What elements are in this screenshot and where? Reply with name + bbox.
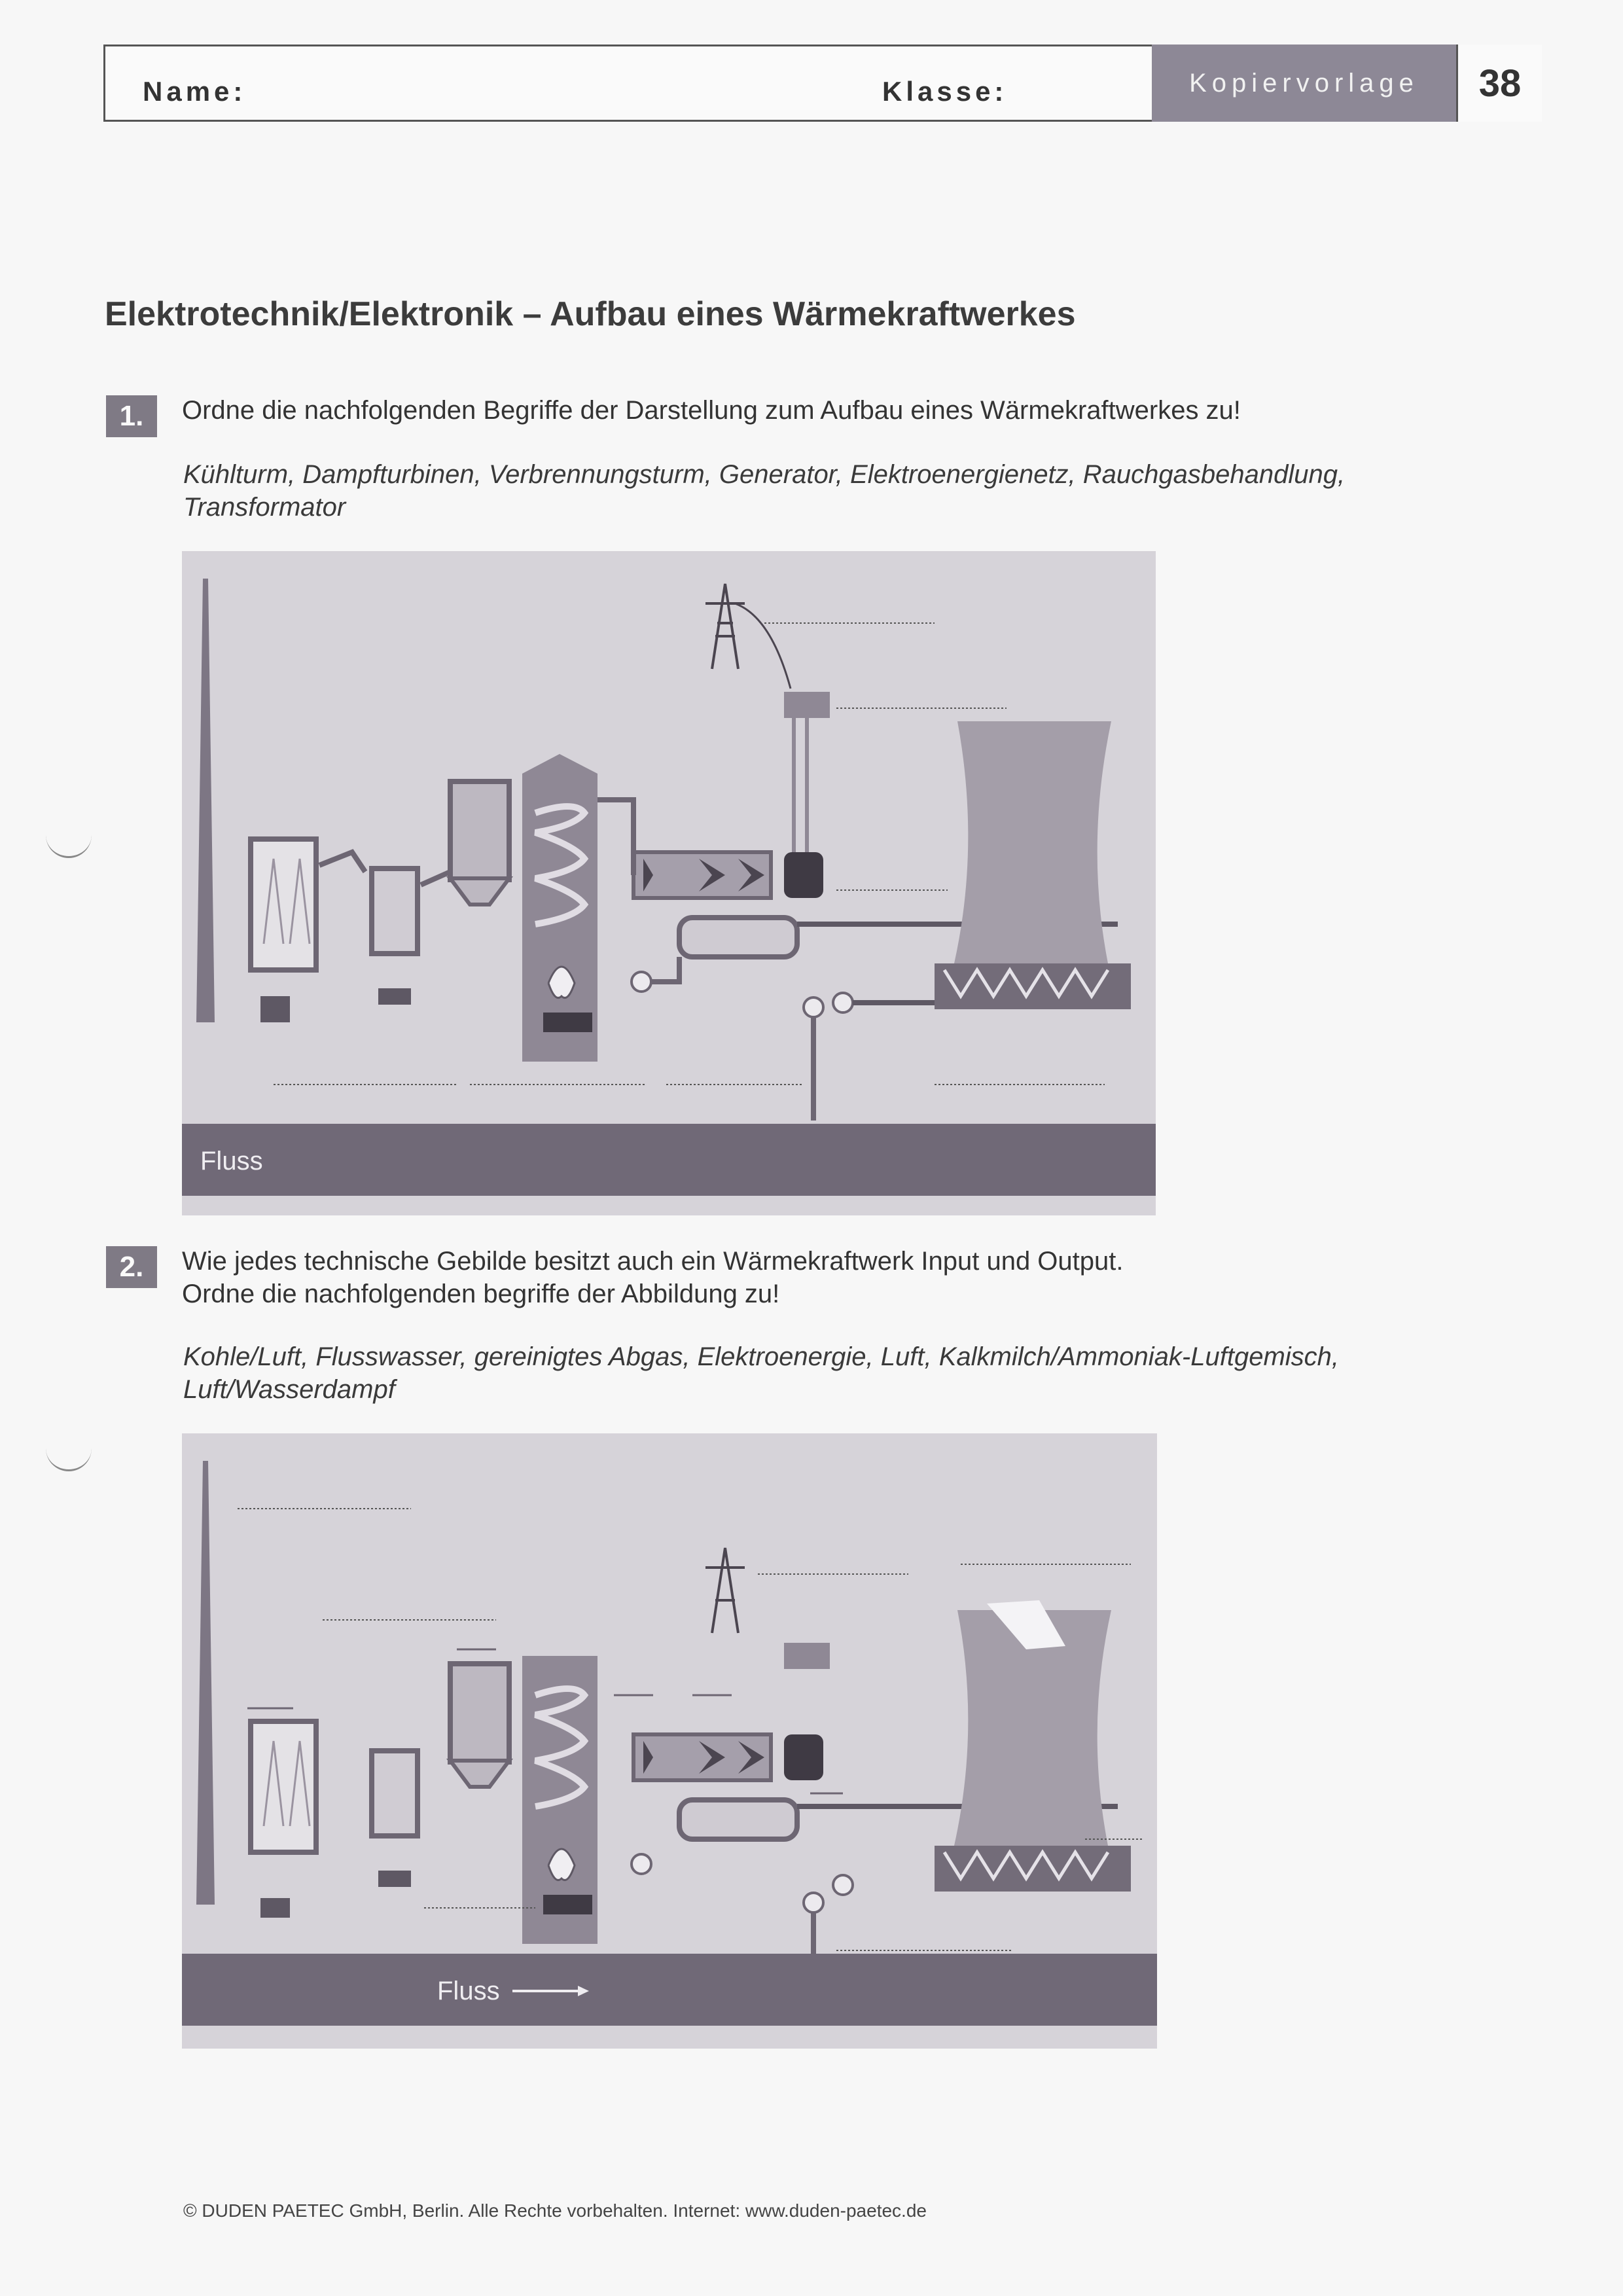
- pump-icon: [833, 993, 853, 1013]
- copyright-footer: © DUDEN PAETEC GmbH, Berlin. Alle Rechte vorbehalten. Internet: www.duden-paetec.de: [183, 2200, 927, 2221]
- pump-icon: [804, 1893, 823, 1912]
- punch-hole-top: [46, 830, 92, 858]
- task1-number: 1.: [106, 395, 157, 437]
- filter-unit: [450, 781, 509, 880]
- generator: [784, 1734, 823, 1780]
- task1-terms-line2: Transformator: [183, 493, 346, 522]
- pump-icon: [804, 997, 823, 1017]
- task1-instruction: Ordne die nachfolgenden Begriffe der Darstellung zum Aufbau eines Wärmekraftwerkes zu!: [182, 396, 1241, 425]
- river-label: Fluss: [437, 1977, 500, 2005]
- transformer: [784, 692, 830, 718]
- river-band: [182, 1124, 1156, 1196]
- cooling-tower: [954, 721, 1111, 963]
- river-band: [182, 1954, 1157, 2026]
- condenser: [679, 918, 797, 957]
- task2-instruction-line2: Ordne die nachfolgenden begriffe der Abbildung zu!: [182, 1280, 780, 1308]
- flue-gas-unit-2: [372, 869, 418, 954]
- task2-terms-line1: Kohle/Luft, Flusswasser, gereinigtes Abgas, Elektroenergie, Luft, Kalkmilch/Ammoniak-Luftgemisch,: [183, 1342, 1340, 1371]
- filter-unit: [450, 1664, 509, 1762]
- river-label: Fluss: [200, 1147, 263, 1175]
- condenser: [679, 1800, 797, 1839]
- pump-icon: [632, 1854, 651, 1874]
- flue-gas-unit-1: [251, 839, 316, 970]
- task2-instruction-line1: Wie jedes technische Gebilde besitzt auch ein Wärmekraftwerk Input und Output.: [182, 1247, 1124, 1276]
- steam-turbines: [633, 852, 771, 898]
- power-plant-diagram-2: [182, 1433, 1157, 2049]
- class-label: Klasse:: [882, 76, 1008, 107]
- task2-number: 2.: [106, 1246, 157, 1288]
- steam-turbines: [633, 1734, 771, 1780]
- flue-gas-unit-2: [372, 1751, 418, 1836]
- punch-hole-bottom: [46, 1443, 92, 1471]
- flue-gas-unit-1: [251, 1721, 316, 1852]
- transformer: [784, 1643, 830, 1669]
- page-title: Elektrotechnik/Elektronik – Aufbau eines Wärmekraftwerkes: [105, 295, 1076, 333]
- page-number: 38: [1456, 45, 1542, 122]
- task1-terms-line1: Kühlturm, Dampfturbinen, Verbrennungsturm, Generator, Elektroenergienetz, Rauchgasbehandlung,: [183, 460, 1346, 489]
- generator: [784, 852, 823, 898]
- template-label: Kopiervorlage: [1152, 45, 1456, 122]
- task2-terms-line2: Luft/Wasserdampf: [183, 1375, 395, 1404]
- name-label: Name:: [143, 76, 247, 107]
- power-plant-diagram-1: [182, 551, 1156, 1215]
- pump-icon: [833, 1875, 853, 1895]
- pump-icon: [632, 972, 651, 992]
